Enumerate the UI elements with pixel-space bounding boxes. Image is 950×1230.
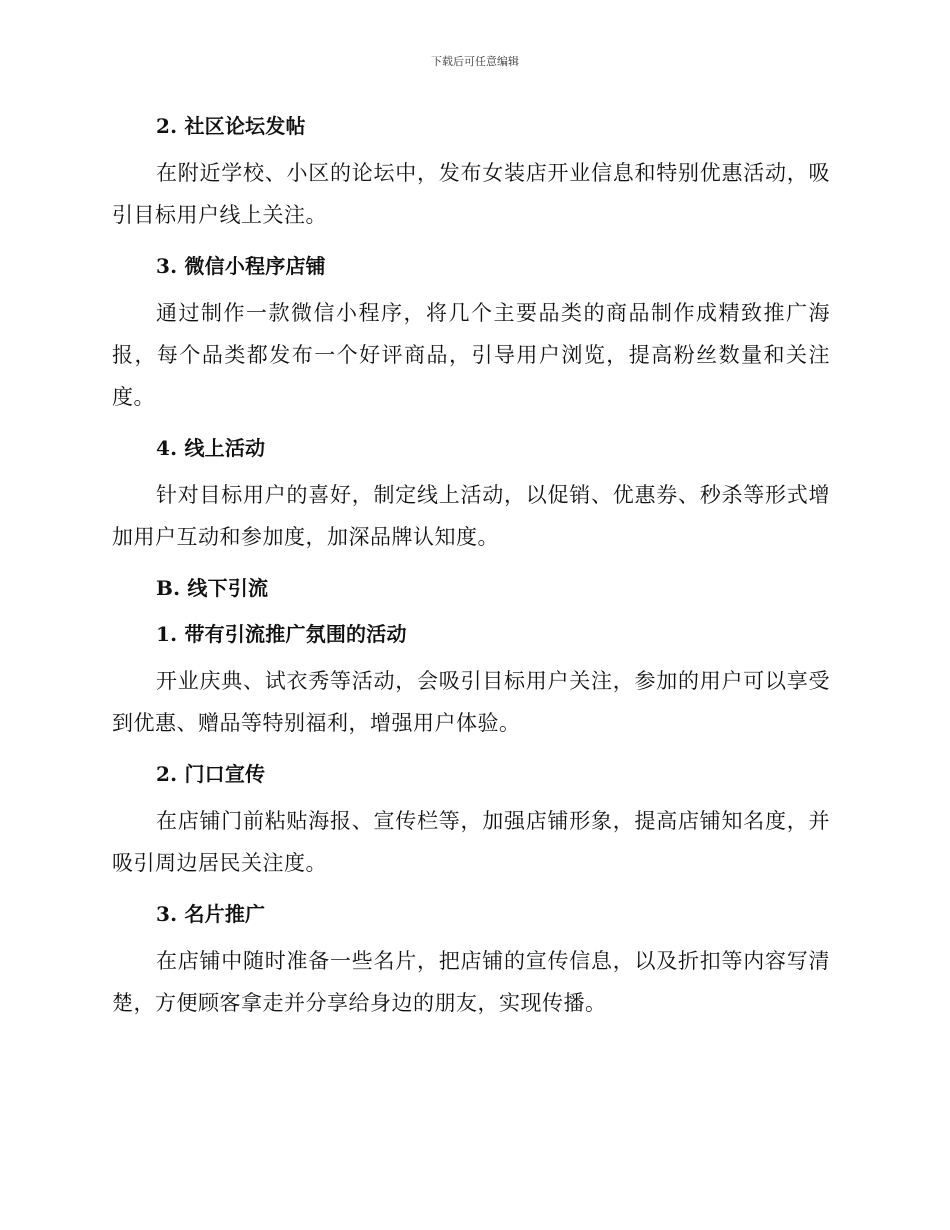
section-heading-promo-events: 1. 带有引流推广氛围的活动 [156, 622, 407, 646]
page-header: 下载后可任意编辑 [431, 55, 519, 68]
section-heading-business-card-promo: 3. 名片推广 [156, 902, 266, 926]
paragraph-online-activities: 针对目标用户的喜好，制定线上活动，以促销、优惠券、秒杀等形式增加用户互动和参加度，加深品牌认知度。 [112, 483, 830, 549]
paragraph-promo-events: 开业庆典、试衣秀等活动，会吸引目标用户关注，参加的用户可以享受到优惠、赠品等特别福利，增强用户体验。 [112, 669, 830, 735]
section-heading-community-forum: 2. 社区论坛发帖 [156, 114, 306, 138]
section-heading-online-activities: 4. 线上活动 [156, 436, 266, 460]
paragraph-business-card-promo: 在店铺中随时准备一些名片，把店铺的宣传信息，以及折扣等内容写清楚，方便顾客拿走并分享给身边的朋友，实现传播。 [112, 949, 830, 1015]
paragraph-wechat-mini-program: 通过制作一款微信小程序，将几个主要品类的商品制作成精致推广海报，每个品类都发布一个好评商品，引导用户浏览，提高粉丝数量和关注度。 [112, 301, 830, 409]
section-heading-wechat-mini-program: 3. 微信小程序店铺 [156, 254, 326, 278]
section-heading-storefront-promo: 2. 门口宣传 [156, 762, 266, 786]
section-heading-offline-traffic: B. 线下引流 [156, 576, 269, 600]
paragraph-storefront-promo: 在店铺门前粘贴海报、宣传栏等，加强店铺形象，提高店铺知名度，并吸引周边居民关注度。 [112, 809, 830, 875]
document-body [112, 110, 830, 1024]
paragraph-community-forum: 在附近学校、小区的论坛中，发布女装店开业信息和特别优惠活动，吸引目标用户线上关注。 [112, 161, 830, 227]
